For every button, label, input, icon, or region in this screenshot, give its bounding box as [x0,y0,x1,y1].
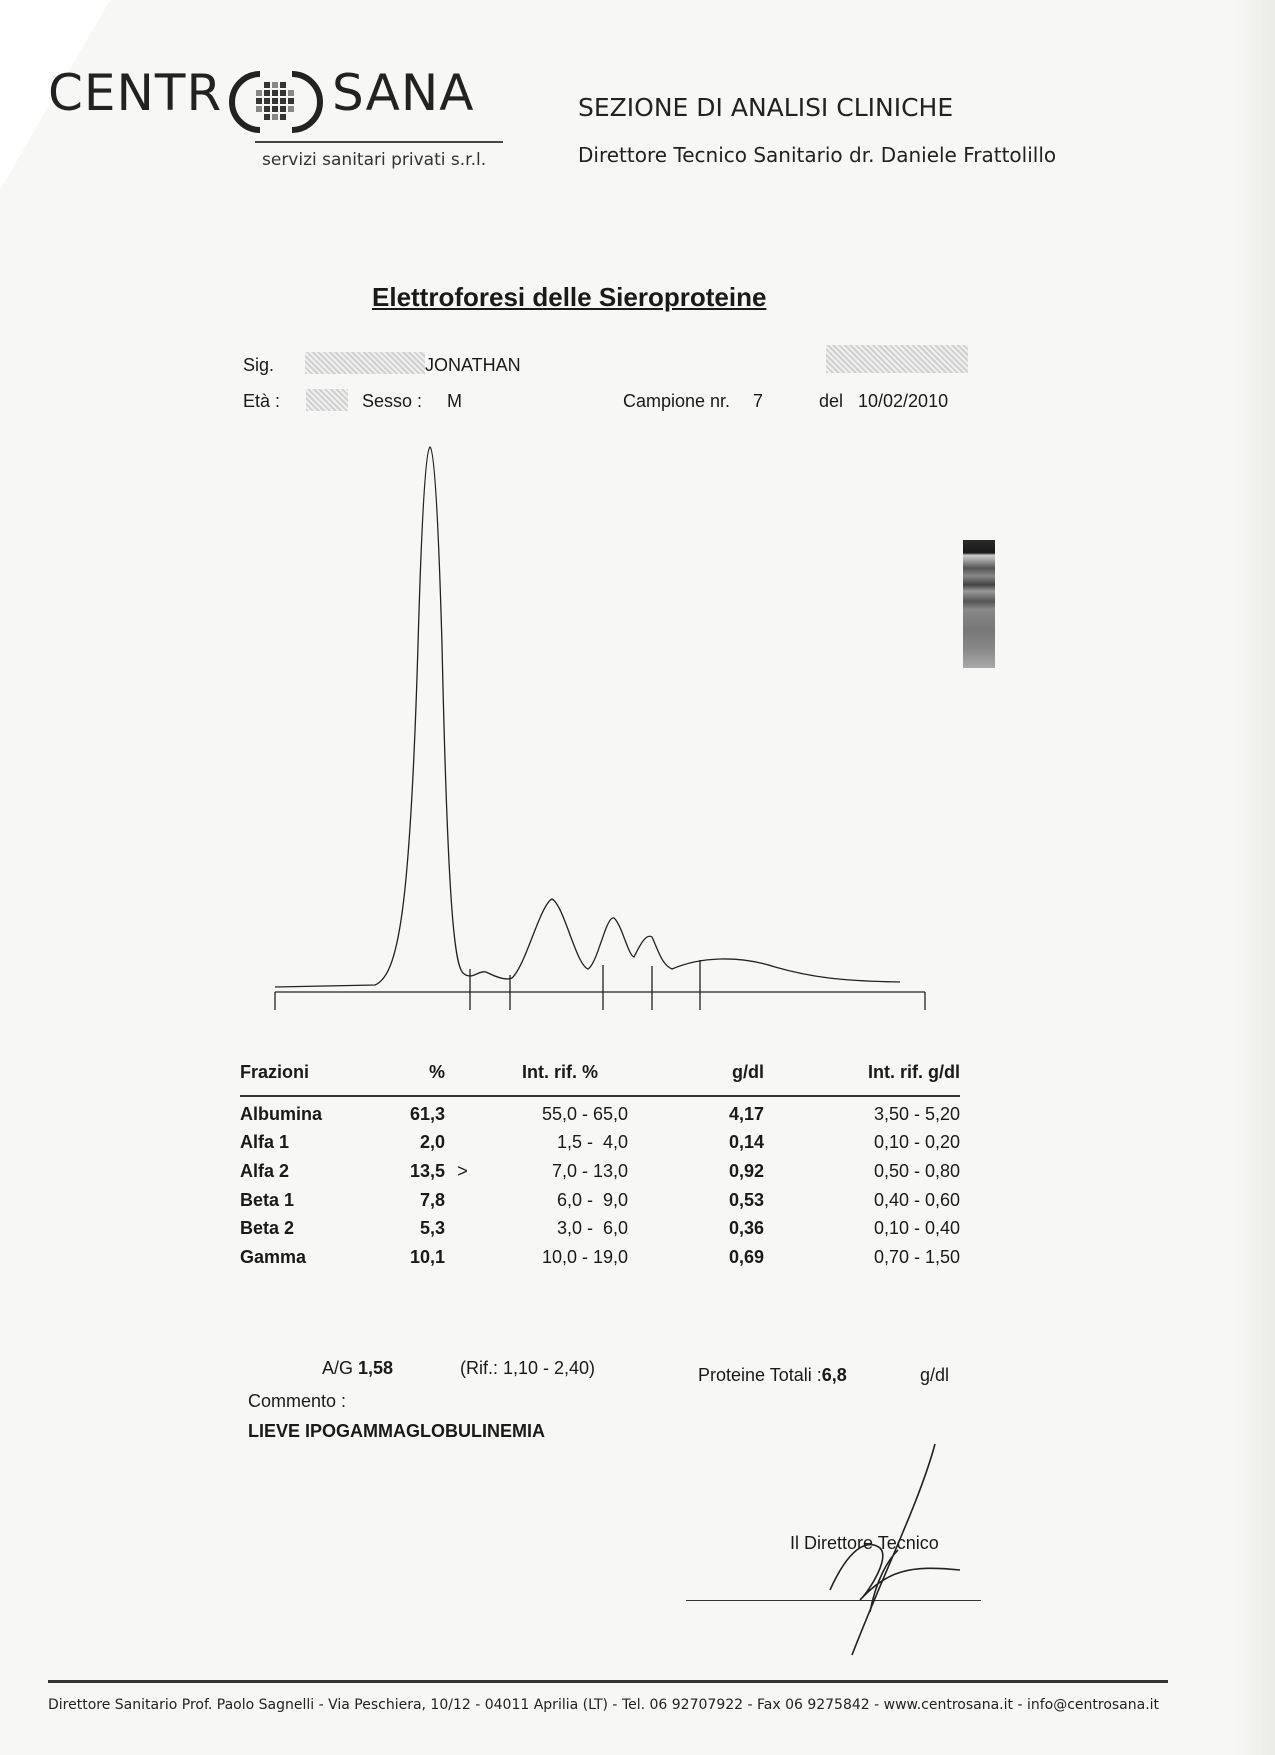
fraction-pct: 5,3 [419,1218,445,1239]
commento-label: Commento : [248,1391,347,1411]
proteine-totali [698,1365,847,1386]
fraction-flag [445,1100,480,1129]
table-row [240,1100,960,1129]
fraction-flag [445,1243,480,1272]
fraction-flag: > [457,1160,468,1181]
sesso-value: M [447,391,462,411]
footer-text: Direttore Sanitario Prof. Paolo Sagnelli - Via Peschiera, 10/12 - 04011 Aprilia (LT) - Tel. 06 92707922 - Fax 06 9275842 - www.centrosana.it - info@centrosana.it [48,1697,1160,1713]
eta-label: Età : [243,391,281,411]
commento-text: LIEVE IPOGAMMAGLOBULINEMIA [248,1421,545,1441]
fraction-name: Albumina [240,1103,323,1124]
col-ref-pct: Int. rif. % [522,1061,598,1082]
redacted-age [306,389,348,411]
fraction-ref-gdl: 0,10 - 0,20 [873,1132,960,1153]
ag-label: A/G [322,1358,354,1378]
fraction-name: Beta 1 [240,1189,295,1210]
fraction-ref-pct: 7,0 - 13,0 [551,1160,628,1181]
fraction-flag [445,1129,480,1158]
handwritten-signature [800,1440,970,1660]
logo-text-right: SANA [332,64,475,122]
logo-underline [255,141,503,143]
col-gdl: g/dl [732,1061,764,1082]
del-label: del [819,391,844,411]
fraction-name: Alfa 2 [240,1160,290,1181]
fraction-gdl: 0,69 [728,1246,764,1267]
fraction-gdl: 4,17 [728,1103,764,1124]
table-row [240,1214,960,1243]
scan-edge-shadow [1235,0,1275,1755]
fraction-ref-pct: 1,5 - 4,0 [556,1132,628,1153]
sesso-label: Sesso : [362,391,423,411]
fraction-name: Alfa 1 [240,1132,290,1153]
fraction-ref-pct: 55,0 - 65,0 [541,1103,628,1124]
fraction-gdl: 0,36 [728,1218,764,1239]
campione-label: Campione nr. [623,391,731,411]
col-pct: % [428,1061,445,1082]
signature-label: Il Direttore Tecnico [790,1533,939,1553]
logo-emblem-icon [222,66,330,138]
fraction-pct: 2,0 [419,1132,445,1153]
fraction-ref-gdl: 0,40 - 0,60 [873,1189,960,1210]
table-row [240,1157,960,1186]
table-header-row [240,1052,960,1092]
table-row [240,1186,960,1215]
col-ref-gdl: Int. rif. g/dl [868,1061,960,1082]
col-frazioni: Frazioni [240,1061,310,1082]
redacted-field [826,345,968,373]
table-row [240,1243,960,1272]
fraction-pct: 10,1 [409,1246,445,1267]
fractions-table [240,1052,960,1272]
logo-subtitle: servizi sanitari privati s.r.l. [262,150,487,170]
ag-value: 1,58 [358,1358,394,1378]
fraction-name: Gamma [240,1246,307,1267]
fraction-ref-gdl: 3,50 - 5,20 [873,1103,960,1124]
proteine-label: Proteine Totali : [698,1365,822,1385]
fraction-pct: 61,3 [409,1103,445,1124]
patient-name: JONATHAN [425,355,521,375]
fraction-pct: 7,8 [419,1189,445,1210]
fraction-gdl: 0,14 [728,1132,764,1153]
logo-text-left: CENTR [48,64,223,122]
footer-divider [48,1680,1168,1683]
fraction-ref-pct: 3,0 - 6,0 [556,1218,628,1239]
gel-strip-image [963,540,995,668]
fraction-pct: 13,5 [409,1160,445,1181]
fraction-gdl: 0,92 [728,1160,764,1181]
fraction-flag [445,1214,480,1243]
sig-label: Sig. [243,355,275,375]
fraction-name: Beta 2 [240,1218,295,1239]
table-row [240,1129,960,1158]
redacted-surname [305,352,425,374]
fraction-ref-gdl: 0,50 - 0,80 [873,1160,960,1181]
director-line: Direttore Tecnico Sanitario dr. Daniele Frattolillo [578,143,1057,167]
electrophoresis-graph [260,445,950,1020]
fraction-flag [445,1186,480,1215]
fraction-ref-pct: 10,0 - 19,0 [541,1246,628,1267]
fraction-gdl: 0,53 [728,1189,764,1210]
table-header-divider [240,1095,960,1097]
ag-reference: (Rif.: 1,10 - 2,40) [460,1358,596,1378]
fraction-ref-pct: 6,0 - 9,0 [556,1189,628,1210]
fraction-ref-gdl: 0,70 - 1,50 [873,1246,960,1267]
fraction-ref-gdl: 0,10 - 0,40 [873,1218,960,1239]
proteine-unit: g/dl [920,1365,950,1385]
sample-date: 10/02/2010 [858,391,949,411]
proteine-value: 6,8 [821,1365,847,1385]
section-title: SEZIONE DI ANALISI CLINICHE [578,93,954,122]
campione-value: 7 [753,391,764,411]
ag-ratio [322,1358,393,1379]
report-title: Elettroforesi delle Sieroproteine [372,282,767,312]
